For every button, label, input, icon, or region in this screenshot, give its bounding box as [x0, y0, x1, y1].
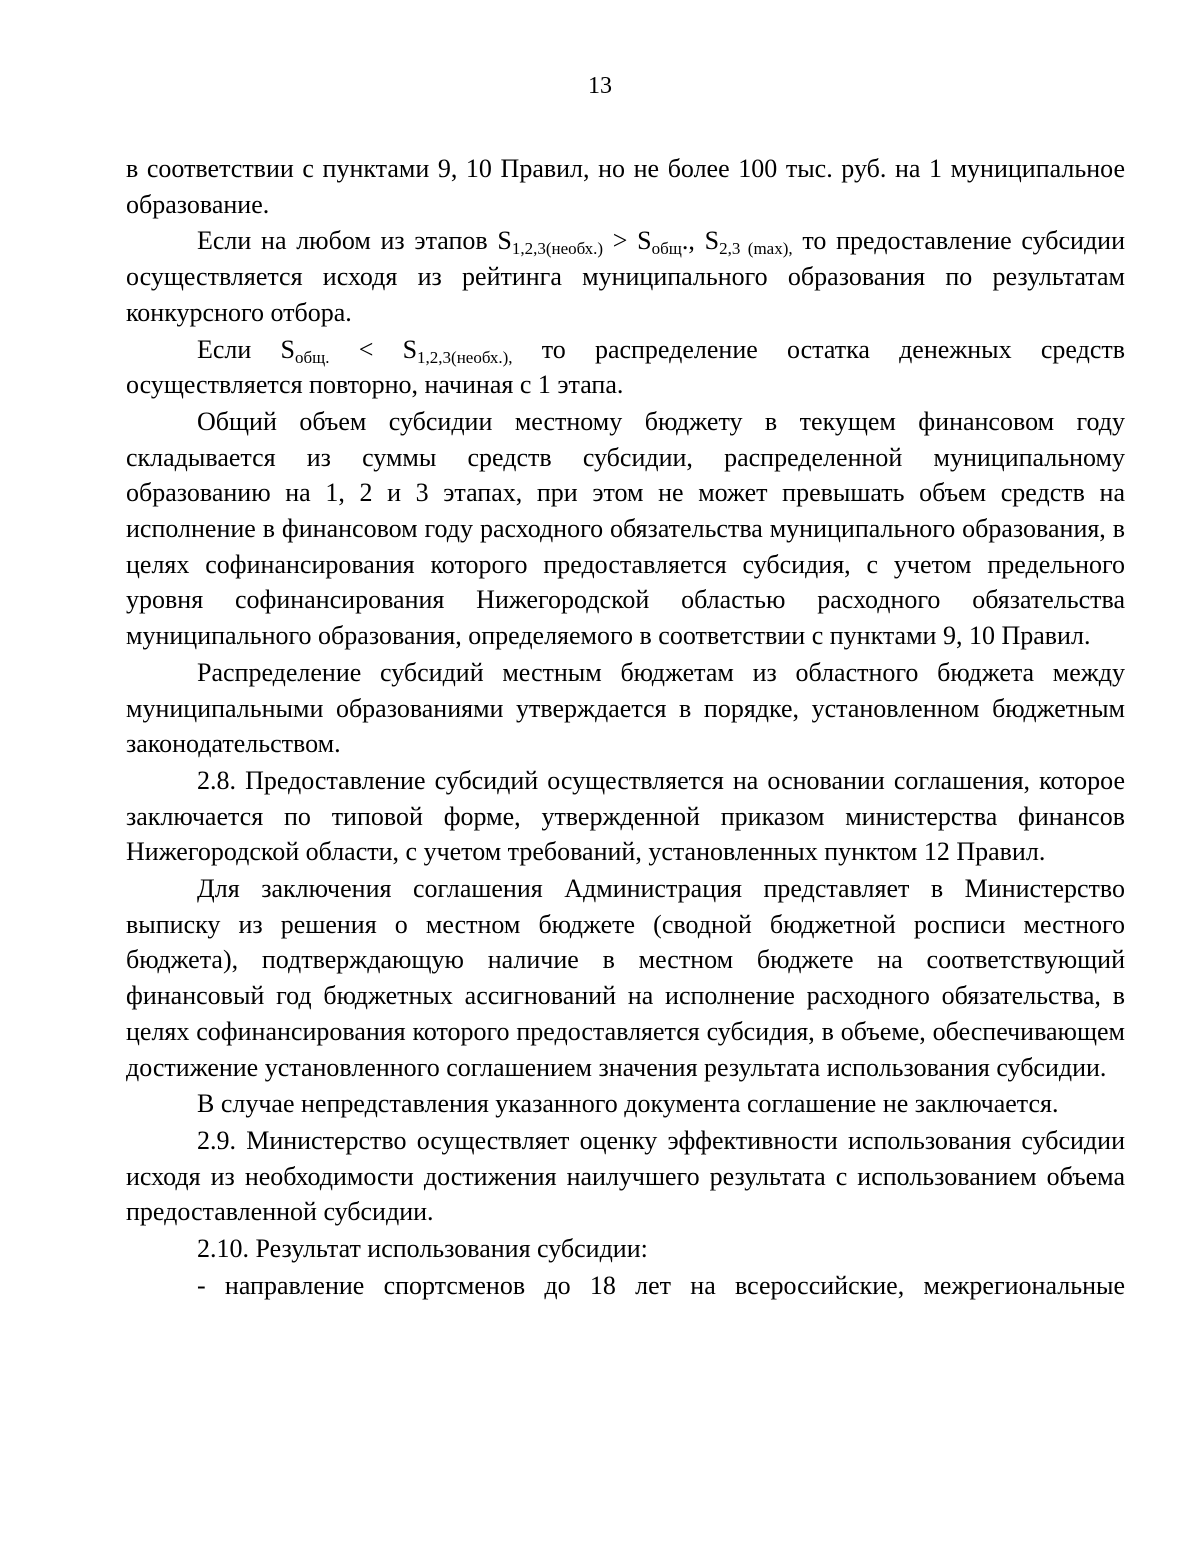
subscript: 1,2,3(необх.): [511, 239, 604, 259]
paragraph-result-item: - направление спортсменов до 18 лет на всероссийские, межрегиональные: [197, 1270, 1125, 1300]
subscript: общ.: [294, 347, 330, 367]
paragraph-no-agreement: В случае непредставления указанного документа соглашение не заключается.: [197, 1089, 1059, 1119]
paragraph-distribution: Распределение субсидий местным бюджетам из областного бюджета между муниципальными образованиями утверждается в порядке, установленном бюджетным законодательством.: [126, 657, 1125, 759]
text-run: Если S: [197, 334, 295, 364]
paragraph-2-9: 2.9. Министерство осуществляет оценку эффективности использования субсидии исходя из необходимости достижения наилучшего результата с использованием объема предоставленной субсидии.: [126, 1125, 1125, 1227]
paragraph-2-8: 2.8. Предоставление субсидий осуществляется на основании соглашения, которое заключается по типовой форме, утвержденной приказом министерства финансов Нижегородской области, с учетом требований, установленных пунктом 12 Правил.: [126, 765, 1125, 867]
text-run: Если на любом из этапов S: [197, 226, 512, 256]
text-run: < S: [329, 334, 418, 364]
paragraph-continuation: в соответствии с пунктами 9, 10 Правил, но не более 100 тыс. руб. на 1 муниципальное образование.: [126, 154, 1125, 219]
document-body: [126, 151, 1125, 1304]
subscript: общ: [651, 239, 682, 259]
paragraph-stage-rating: [126, 223, 1125, 330]
text-run: то предоставление субсидии осуществляется исходя из рейтинга муниципального образования по результатам конкурсного отбора.: [126, 226, 1126, 327]
subscript: 1,2,3(необх.),: [417, 347, 513, 367]
subscript: 2,3 (max),: [719, 239, 793, 259]
text-run: > S: [603, 226, 652, 256]
text-run: ., S: [681, 226, 720, 256]
paragraph-total-volume: Общий объем субсидии местному бюджету в текущем финансовом году складывается из суммы средств субсидии, распределенной муниципальному образованию на 1, 2 и 3 этапах, при этом не может превышать объем средств на исполнение в финансовом году расходного обязательства муниципального образования, в целях софинансирования которого предоставляется субсидия, с учетом предельного уровня софинансирования Нижегородской областью расходного обязательства муниципального образования, определяемого в соответствии с пунктами 9, 10 Правил.: [126, 406, 1125, 651]
paragraph-2-10: 2.10. Результат использования субсидии:: [197, 1234, 648, 1264]
paragraph-agreement-conclusion: Для заключения соглашения Администрация представляет в Министерство выписку из решения о местном бюджете (сводной бюджетной росписи местного бюджета), подтверждающую наличие в местном бюджете на соответствующий финансовый год бюджетных ассигнований на исполнение расходного обязательства, в целях софинансирования которого предоставляется субсидия, в объеме, обеспечивающем достижение установленного соглашением значения результата использования субсидии.: [126, 874, 1125, 1082]
page-number: 13: [588, 73, 612, 99]
text-run: то распределение остатка денежных средств осуществляется повторно, начиная с 1 этапа.: [126, 334, 1125, 400]
paragraph-redistribution: [126, 332, 1125, 403]
